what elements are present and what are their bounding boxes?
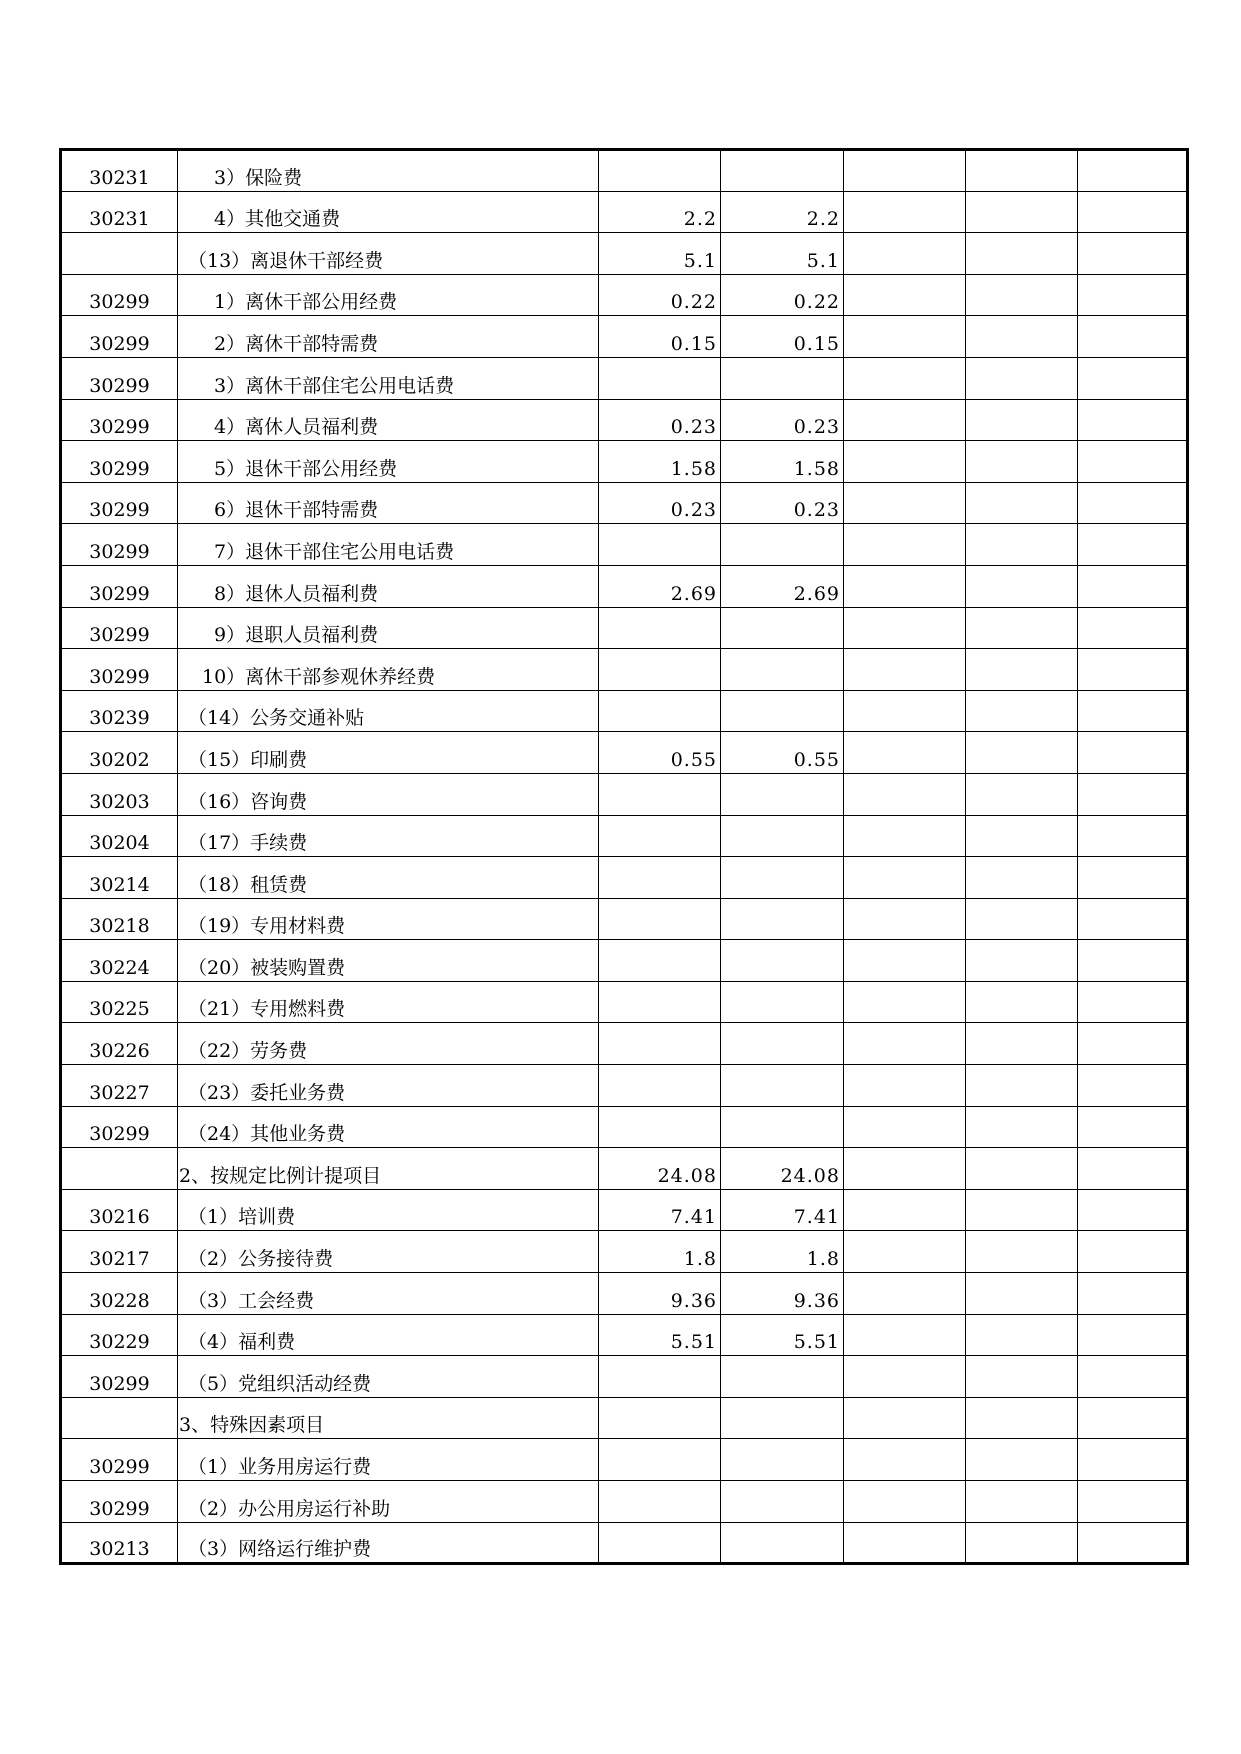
row-empty-cell-3[interactable] (844, 1023, 966, 1065)
row-empty-cell-4[interactable] (966, 524, 1078, 566)
row-empty-cell-3[interactable] (844, 565, 966, 607)
row-empty-cell-4[interactable] (966, 1314, 1078, 1356)
row-value-cell-1[interactable] (599, 1023, 721, 1065)
row-value-cell-2[interactable] (721, 857, 844, 899)
row-value-cell-2[interactable] (721, 1522, 844, 1564)
row-empty-cell-3[interactable] (844, 1481, 966, 1523)
table-row (61, 1397, 1188, 1439)
table-row (61, 357, 1188, 399)
row-value-cell-2[interactable]: 7.41 (721, 1189, 844, 1231)
row-value-cell-1[interactable]: 1.58 (599, 441, 721, 483)
row-empty-cell-4[interactable] (966, 399, 1078, 441)
row-empty-cell-4[interactable] (966, 191, 1078, 233)
row-empty-cell-3[interactable] (844, 857, 966, 899)
row-empty-cell-3[interactable] (844, 233, 966, 275)
row-empty-cell-4[interactable] (966, 1356, 1078, 1398)
table-row (61, 1439, 1188, 1481)
row-name-cell[interactable]: （23）委托业务费 (178, 1065, 599, 1107)
row-value-cell-2[interactable]: 5.51 (721, 1314, 844, 1356)
row-value-cell-2[interactable]: 2.69 (721, 565, 844, 607)
row-value-cell-2[interactable] (721, 898, 844, 940)
table-row (61, 1522, 1188, 1564)
row-value-cell-2[interactable]: 2.2 (721, 191, 844, 233)
row-name-cell[interactable]: （21）专用燃料费 (178, 981, 599, 1023)
row-value-cell-1[interactable]: 2.2 (599, 191, 721, 233)
row-empty-cell-4[interactable] (966, 607, 1078, 649)
row-empty-cell-3[interactable] (844, 649, 966, 691)
row-code-cell[interactable]: 30228 (61, 1273, 178, 1315)
row-empty-cell-4[interactable] (966, 1231, 1078, 1273)
table-row (61, 898, 1188, 940)
row-empty-cell-5[interactable] (1078, 1356, 1188, 1398)
row-empty-cell-3[interactable] (844, 1356, 966, 1398)
row-code-cell[interactable]: 30226 (61, 1023, 178, 1065)
row-value-cell-1[interactable] (599, 1481, 721, 1523)
row-value-cell-2[interactable] (721, 649, 844, 691)
table-row (61, 1481, 1188, 1523)
row-empty-cell-5[interactable] (1078, 399, 1188, 441)
row-value-cell-1[interactable]: 0.23 (599, 399, 721, 441)
budget-table (59, 148, 1189, 1565)
row-empty-cell-4[interactable] (966, 441, 1078, 483)
table-row (61, 607, 1188, 649)
row-empty-cell-4[interactable] (966, 649, 1078, 691)
row-value-cell-1[interactable] (599, 981, 721, 1023)
row-empty-cell-3[interactable] (844, 274, 966, 316)
row-name-cell[interactable]: 6）退休干部特需费 (178, 482, 599, 524)
row-empty-cell-3[interactable] (844, 191, 966, 233)
row-value-cell-2[interactable]: 5.1 (721, 233, 844, 275)
row-empty-cell-5[interactable] (1078, 1522, 1188, 1564)
row-name-cell[interactable]: 2）离休干部特需费 (178, 316, 599, 358)
row-empty-cell-3[interactable] (844, 482, 966, 524)
row-code-cell[interactable]: 30299 (61, 649, 178, 691)
table-row (61, 316, 1188, 358)
row-value-cell-2[interactable] (721, 524, 844, 566)
row-value-cell-2[interactable] (721, 815, 844, 857)
row-value-cell-1[interactable]: 5.51 (599, 1314, 721, 1356)
row-empty-cell-5[interactable] (1078, 649, 1188, 691)
table-body (61, 150, 1188, 1564)
table-row (61, 1314, 1188, 1356)
row-empty-cell-3[interactable] (844, 1439, 966, 1481)
row-empty-cell-5[interactable] (1078, 1314, 1188, 1356)
row-value-cell-1[interactable] (599, 524, 721, 566)
table-row (61, 524, 1188, 566)
row-name-cell[interactable]: （3）工会经费 (178, 1273, 599, 1315)
row-empty-cell-3[interactable] (844, 1397, 966, 1439)
row-value-cell-1[interactable] (599, 1356, 721, 1398)
row-name-cell[interactable]: 5）退休干部公用经费 (178, 441, 599, 483)
row-value-cell-1[interactable] (599, 357, 721, 399)
table-row (61, 690, 1188, 732)
row-empty-cell-3[interactable] (844, 773, 966, 815)
row-name-cell[interactable]: 3、特殊因素项目 (178, 1397, 599, 1439)
row-empty-cell-5[interactable] (1078, 565, 1188, 607)
row-empty-cell-3[interactable] (844, 1106, 966, 1148)
row-code-cell[interactable]: 30213 (61, 1522, 178, 1564)
row-value-cell-2[interactable]: 0.15 (721, 316, 844, 358)
row-empty-cell-5[interactable] (1078, 1481, 1188, 1523)
row-name-cell[interactable]: 7）退休干部住宅公用电话费 (178, 524, 599, 566)
row-empty-cell-5[interactable] (1078, 857, 1188, 899)
table-row (61, 1273, 1188, 1315)
row-empty-cell-4[interactable] (966, 274, 1078, 316)
row-empty-cell-3[interactable] (844, 898, 966, 940)
table-row (61, 1065, 1188, 1107)
row-name-cell[interactable]: （2）办公用房运行补助 (178, 1481, 599, 1523)
row-empty-cell-5[interactable] (1078, 441, 1188, 483)
row-value-cell-2[interactable] (721, 1065, 844, 1107)
table-row (61, 233, 1188, 275)
row-name-cell[interactable]: （16）咨询费 (178, 773, 599, 815)
row-value-cell-1[interactable] (599, 815, 721, 857)
row-empty-cell-5[interactable] (1078, 150, 1188, 192)
row-empty-cell-4[interactable] (966, 690, 1078, 732)
row-empty-cell-5[interactable] (1078, 233, 1188, 275)
row-code-cell[interactable]: 30299 (61, 441, 178, 483)
row-code-cell[interactable]: 30217 (61, 1231, 178, 1273)
row-empty-cell-4[interactable] (966, 1065, 1078, 1107)
row-empty-cell-5[interactable] (1078, 1231, 1188, 1273)
row-empty-cell-3[interactable] (844, 1231, 966, 1273)
row-value-cell-1[interactable]: 1.8 (599, 1231, 721, 1273)
row-code-cell[interactable]: 30218 (61, 898, 178, 940)
row-empty-cell-5[interactable] (1078, 1065, 1188, 1107)
table-row (61, 565, 1188, 607)
table-row (61, 773, 1188, 815)
row-empty-cell-5[interactable] (1078, 1439, 1188, 1481)
row-code-cell[interactable]: 30299 (61, 1439, 178, 1481)
row-empty-cell-3[interactable] (844, 940, 966, 982)
row-value-cell-1[interactable]: 2.69 (599, 565, 721, 607)
row-value-cell-1[interactable] (599, 1439, 721, 1481)
row-name-cell[interactable]: （3）网络运行维护费 (178, 1522, 599, 1564)
row-name-cell[interactable]: 4）其他交通费 (178, 191, 599, 233)
row-value-cell-2[interactable] (721, 1481, 844, 1523)
row-value-cell-2[interactable] (721, 1356, 844, 1398)
row-empty-cell-4[interactable] (966, 1522, 1078, 1564)
row-name-cell[interactable]: （24）其他业务费 (178, 1106, 599, 1148)
table-row (61, 274, 1188, 316)
row-value-cell-1[interactable] (599, 1106, 721, 1148)
row-value-cell-2[interactable] (721, 940, 844, 982)
row-empty-cell-5[interactable] (1078, 316, 1188, 358)
row-value-cell-2[interactable] (721, 357, 844, 399)
row-code-cell[interactable]: 30229 (61, 1314, 178, 1356)
row-empty-cell-4[interactable] (966, 815, 1078, 857)
row-empty-cell-4[interactable] (966, 773, 1078, 815)
row-value-cell-2[interactable] (721, 1397, 844, 1439)
row-name-cell[interactable]: （22）劳务费 (178, 1023, 599, 1065)
row-value-cell-1[interactable] (599, 773, 721, 815)
row-code-cell[interactable]: 30239 (61, 690, 178, 732)
row-name-cell[interactable]: 1）离休干部公用经费 (178, 274, 599, 316)
row-name-cell[interactable]: 4）离休人员福利费 (178, 399, 599, 441)
row-name-cell[interactable]: 8）退休人员福利费 (178, 565, 599, 607)
row-name-cell[interactable]: （20）被装购置费 (178, 940, 599, 982)
row-empty-cell-5[interactable] (1078, 274, 1188, 316)
row-empty-cell-3[interactable] (844, 316, 966, 358)
row-value-cell-2[interactable] (721, 981, 844, 1023)
row-empty-cell-5[interactable] (1078, 607, 1188, 649)
row-empty-cell-3[interactable] (844, 1189, 966, 1231)
row-code-cell[interactable]: 30216 (61, 1189, 178, 1231)
row-empty-cell-4[interactable] (966, 1023, 1078, 1065)
row-empty-cell-4[interactable] (966, 732, 1078, 774)
row-code-cell[interactable]: 30299 (61, 482, 178, 524)
row-name-cell[interactable]: 3）保险费 (178, 150, 599, 192)
row-empty-cell-5[interactable] (1078, 898, 1188, 940)
row-empty-cell-5[interactable] (1078, 981, 1188, 1023)
table-row (61, 1106, 1188, 1148)
row-value-cell-1[interactable] (599, 857, 721, 899)
row-code-cell[interactable]: 30299 (61, 316, 178, 358)
row-value-cell-1[interactable] (599, 1065, 721, 1107)
row-empty-cell-5[interactable] (1078, 191, 1188, 233)
row-empty-cell-3[interactable] (844, 1522, 966, 1564)
row-value-cell-2[interactable]: 1.58 (721, 441, 844, 483)
table-row (61, 981, 1188, 1023)
row-value-cell-2[interactable] (721, 607, 844, 649)
table-row (61, 1023, 1188, 1065)
row-code-cell[interactable]: 30231 (61, 191, 178, 233)
table-row (61, 732, 1188, 774)
row-name-cell[interactable]: （1）业务用房运行费 (178, 1439, 599, 1481)
row-empty-cell-4[interactable] (966, 1106, 1078, 1148)
row-value-cell-2[interactable]: 0.23 (721, 482, 844, 524)
row-value-cell-1[interactable] (599, 607, 721, 649)
row-empty-cell-4[interactable] (966, 1481, 1078, 1523)
row-empty-cell-5[interactable] (1078, 1106, 1188, 1148)
row-empty-cell-4[interactable] (966, 150, 1078, 192)
row-value-cell-2[interactable]: 0.23 (721, 399, 844, 441)
row-value-cell-1[interactable] (599, 649, 721, 691)
row-name-cell[interactable]: （4）福利费 (178, 1314, 599, 1356)
row-code-cell[interactable]: 30299 (61, 1106, 178, 1148)
row-code-cell[interactable]: 30299 (61, 565, 178, 607)
row-empty-cell-3[interactable] (844, 399, 966, 441)
row-empty-cell-3[interactable] (844, 1148, 966, 1190)
row-empty-cell-5[interactable] (1078, 1273, 1188, 1315)
row-empty-cell-3[interactable] (844, 732, 966, 774)
row-empty-cell-5[interactable] (1078, 357, 1188, 399)
row-name-cell[interactable]: 10）离休干部参观休养经费 (178, 649, 599, 691)
row-code-cell[interactable]: 30299 (61, 399, 178, 441)
row-value-cell-1[interactable]: 24.08 (599, 1148, 721, 1190)
row-empty-cell-3[interactable] (844, 607, 966, 649)
row-code-cell[interactable]: 30203 (61, 773, 178, 815)
row-empty-cell-5[interactable] (1078, 773, 1188, 815)
row-empty-cell-5[interactable] (1078, 690, 1188, 732)
row-empty-cell-4[interactable] (966, 1439, 1078, 1481)
table-row (61, 1148, 1188, 1190)
row-empty-cell-3[interactable] (844, 150, 966, 192)
row-empty-cell-4[interactable] (966, 482, 1078, 524)
row-empty-cell-4[interactable] (966, 898, 1078, 940)
row-value-cell-1[interactable] (599, 940, 721, 982)
row-empty-cell-5[interactable] (1078, 482, 1188, 524)
row-value-cell-1[interactable]: 7.41 (599, 1189, 721, 1231)
table-row (61, 150, 1188, 192)
row-code-cell[interactable]: 30225 (61, 981, 178, 1023)
row-empty-cell-4[interactable] (966, 1273, 1078, 1315)
row-value-cell-2[interactable]: 0.55 (721, 732, 844, 774)
row-empty-cell-3[interactable] (844, 815, 966, 857)
row-code-cell[interactable]: 30227 (61, 1065, 178, 1107)
row-code-cell[interactable]: 30204 (61, 815, 178, 857)
row-name-cell[interactable]: （18）租赁费 (178, 857, 599, 899)
row-name-cell[interactable]: （19）专用材料费 (178, 898, 599, 940)
row-name-cell[interactable]: 9）退职人员福利费 (178, 607, 599, 649)
row-empty-cell-5[interactable] (1078, 1148, 1188, 1190)
table-row (61, 1189, 1188, 1231)
row-empty-cell-3[interactable] (844, 441, 966, 483)
row-name-cell[interactable]: 2、按规定比例计提项目 (178, 1148, 599, 1190)
row-value-cell-2[interactable]: 1.8 (721, 1231, 844, 1273)
table-row (61, 815, 1188, 857)
row-empty-cell-3[interactable] (844, 524, 966, 566)
row-name-cell[interactable]: （1）培训费 (178, 1189, 599, 1231)
row-name-cell[interactable]: （2）公务接待费 (178, 1231, 599, 1273)
row-value-cell-2[interactable] (721, 690, 844, 732)
row-name-cell[interactable]: （14）公务交通补贴 (178, 690, 599, 732)
row-code-cell[interactable]: 30299 (61, 607, 178, 649)
row-value-cell-1[interactable] (599, 150, 721, 192)
table-row (61, 191, 1188, 233)
table-row (61, 399, 1188, 441)
row-value-cell-2[interactable] (721, 1106, 844, 1148)
row-name-cell[interactable]: 3）离休干部住宅公用电话费 (178, 357, 599, 399)
row-code-cell[interactable] (61, 233, 178, 275)
row-empty-cell-4[interactable] (966, 857, 1078, 899)
row-empty-cell-4[interactable] (966, 233, 1078, 275)
row-empty-cell-4[interactable] (966, 981, 1078, 1023)
row-value-cell-1[interactable]: 9.36 (599, 1273, 721, 1315)
row-code-cell[interactable]: 30299 (61, 357, 178, 399)
row-code-cell[interactable] (61, 1397, 178, 1439)
table-row (61, 940, 1188, 982)
row-empty-cell-3[interactable] (844, 690, 966, 732)
row-empty-cell-4[interactable] (966, 565, 1078, 607)
row-empty-cell-4[interactable] (966, 316, 1078, 358)
row-empty-cell-5[interactable] (1078, 815, 1188, 857)
table-row (61, 1356, 1188, 1398)
row-name-cell[interactable]: （15）印刷费 (178, 732, 599, 774)
row-value-cell-2[interactable]: 9.36 (721, 1273, 844, 1315)
row-value-cell-2[interactable]: 0.22 (721, 274, 844, 316)
row-empty-cell-3[interactable] (844, 1273, 966, 1315)
row-empty-cell-5[interactable] (1078, 524, 1188, 566)
row-empty-cell-3[interactable] (844, 357, 966, 399)
row-code-cell[interactable]: 30299 (61, 1481, 178, 1523)
table-row (61, 482, 1188, 524)
row-empty-cell-3[interactable] (844, 1065, 966, 1107)
row-name-cell[interactable]: （5）党组织活动经费 (178, 1356, 599, 1398)
row-empty-cell-4[interactable] (966, 940, 1078, 982)
table-row (61, 441, 1188, 483)
row-value-cell-1[interactable]: 0.22 (599, 274, 721, 316)
table-row (61, 649, 1188, 691)
row-name-cell[interactable]: （17）手续费 (178, 815, 599, 857)
row-empty-cell-4[interactable] (966, 1148, 1078, 1190)
row-empty-cell-5[interactable] (1078, 940, 1188, 982)
row-empty-cell-5[interactable] (1078, 1189, 1188, 1231)
row-code-cell[interactable]: 30231 (61, 150, 178, 192)
row-code-cell[interactable]: 30299 (61, 524, 178, 566)
row-value-cell-2[interactable] (721, 150, 844, 192)
row-code-cell[interactable]: 30224 (61, 940, 178, 982)
row-empty-cell-4[interactable] (966, 357, 1078, 399)
row-value-cell-1[interactable]: 0.55 (599, 732, 721, 774)
row-code-cell[interactable]: 30214 (61, 857, 178, 899)
row-value-cell-2[interactable] (721, 1439, 844, 1481)
row-value-cell-2[interactable]: 24.08 (721, 1148, 844, 1190)
row-code-cell[interactable]: 30299 (61, 1356, 178, 1398)
table-row (61, 857, 1188, 899)
row-name-cell[interactable]: （13）离退休干部经费 (178, 233, 599, 275)
row-value-cell-1[interactable]: 0.15 (599, 316, 721, 358)
row-value-cell-1[interactable] (599, 690, 721, 732)
row-code-cell[interactable] (61, 1148, 178, 1190)
table-row (61, 1231, 1188, 1273)
row-value-cell-2[interactable] (721, 773, 844, 815)
row-empty-cell-4[interactable] (966, 1189, 1078, 1231)
row-value-cell-1[interactable] (599, 1397, 721, 1439)
row-empty-cell-3[interactable] (844, 981, 966, 1023)
row-empty-cell-5[interactable] (1078, 732, 1188, 774)
row-value-cell-1[interactable]: 5.1 (599, 233, 721, 275)
row-value-cell-1[interactable] (599, 898, 721, 940)
row-empty-cell-5[interactable] (1078, 1023, 1188, 1065)
row-empty-cell-5[interactable] (1078, 1397, 1188, 1439)
row-value-cell-1[interactable] (599, 1522, 721, 1564)
row-empty-cell-3[interactable] (844, 1314, 966, 1356)
row-value-cell-2[interactable] (721, 1023, 844, 1065)
row-code-cell[interactable]: 30299 (61, 274, 178, 316)
row-value-cell-1[interactable]: 0.23 (599, 482, 721, 524)
row-code-cell[interactable]: 30202 (61, 732, 178, 774)
row-empty-cell-4[interactable] (966, 1397, 1078, 1439)
